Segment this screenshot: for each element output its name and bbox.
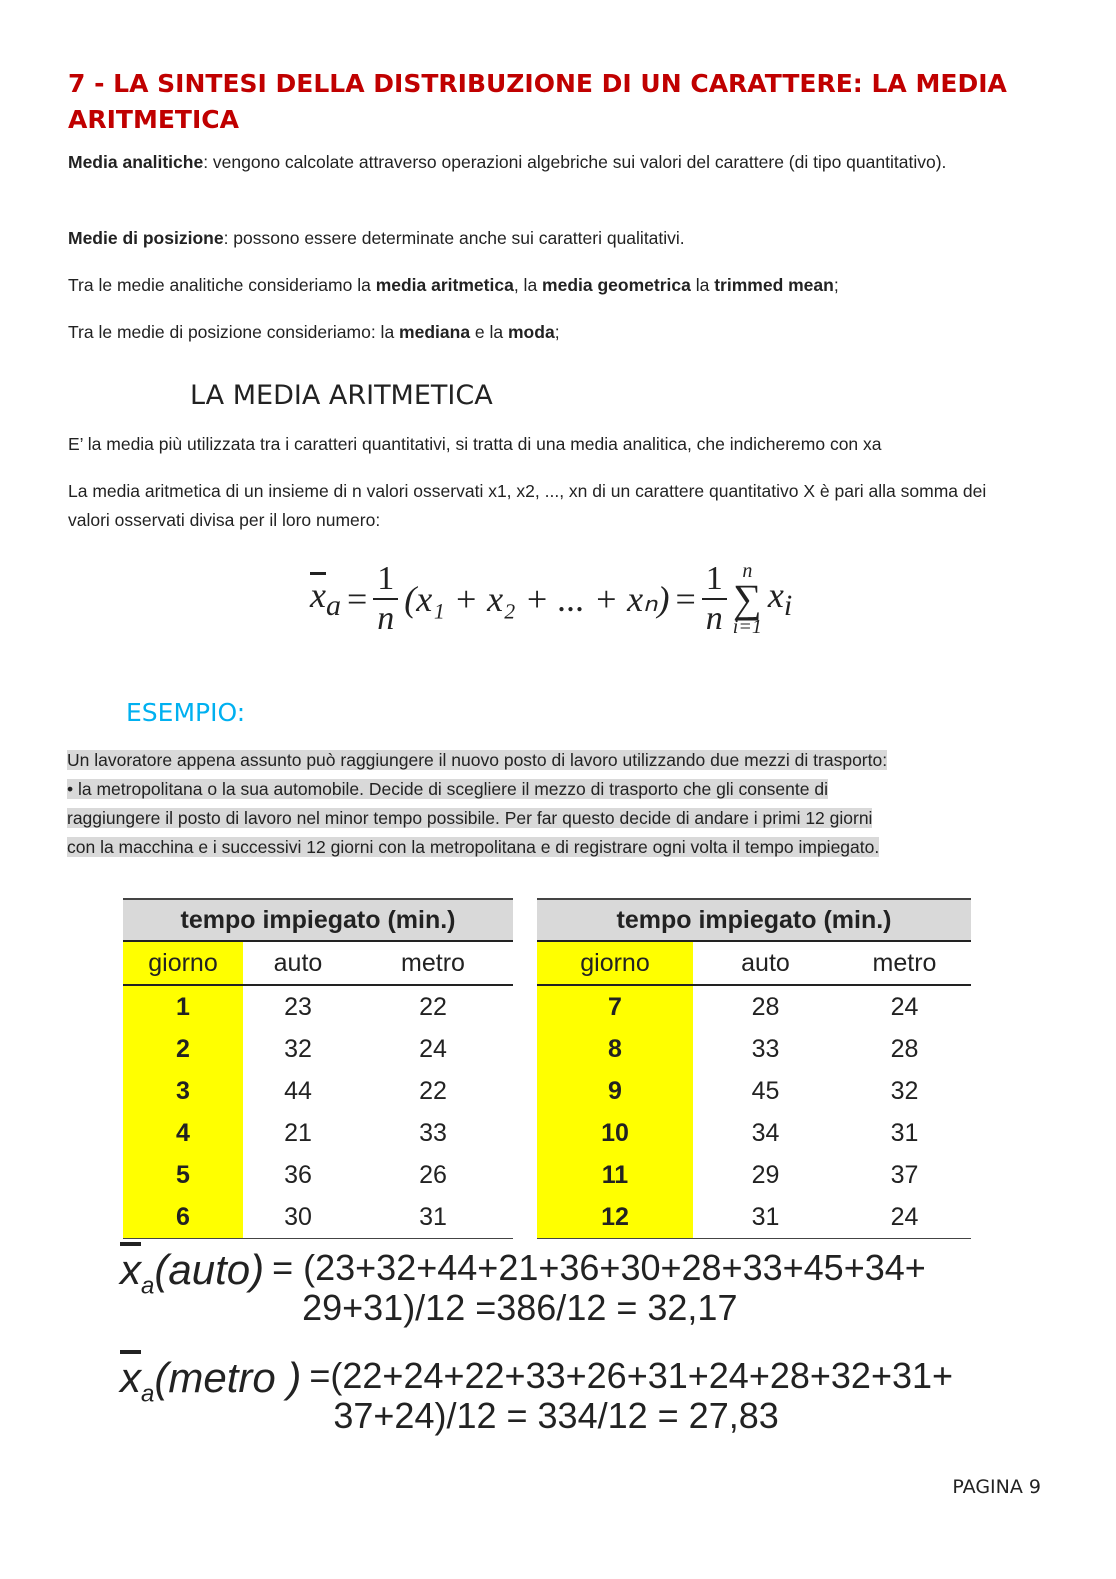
gap [513,1112,537,1154]
mean-formula [310,560,792,638]
table-row [123,1196,971,1239]
term: mediana [399,322,471,342]
sigma-icon: n ∑ i=1 [732,560,762,638]
cell-auto: 28 [751,992,780,1021]
cell-auto: 29 [751,1160,780,1189]
cell-giorno: 3 [123,1070,243,1112]
term: Media analitiche [68,152,204,172]
col-metro: metro [838,941,971,985]
example-line: Un lavoratore appena assunto può raggiungere il nuovo posto di lavoro utilizzando due mezzi di trasporto: [67,750,888,770]
paragraph-media-analitiche [68,148,1008,177]
text: ; [554,322,560,342]
cell-metro: 33 [419,1118,447,1147]
paragraph-formula-intro: La media aritmetica di un insieme di n valori osservati x1, x2, ..., xn di un carattere quantitativo X è pari alla somma dei valori osservati divisa per il loro numero: [68,481,987,530]
cell-giorno: 2 [123,1028,243,1070]
example-line: raggiungere il posto di lavoro nel minor tempo possibile. Per far questo decide di andare i primi 12 giorni [67,808,873,828]
equation-metro [120,1356,953,1436]
text: : vengono calcolate attraverso operazioni algebriche sui valori del carattere (di tipo quantitativo). [203,152,947,172]
cell-giorno: 9 [537,1070,693,1112]
eq-lhs: $\overline{x}_a(auto)$ [120,1246,265,1300]
cell-metro: 31 [890,1118,919,1147]
equation-auto [120,1248,926,1328]
example-line: • la metropolitana o la sua automobile. Decide di scegliere il mezzo di trasporto che gli consente di [67,779,828,799]
term: trimmed mean [714,275,834,295]
term: media aritmetica [375,275,514,295]
text: : possono essere determinate anche sui caratteri qualitativi. [223,228,685,248]
paragraph-posizione [68,318,1043,347]
col-metro: metro [353,941,513,985]
cell-metro: 24 [890,992,919,1021]
table-row [123,1070,971,1112]
cell-auto: 36 [284,1160,312,1189]
equals-sign: = [346,579,368,619]
cell-auto: 44 [284,1076,312,1105]
page-number: PAGINA 9 [952,1476,1041,1498]
fraction-1-over-n: $\frac{1}{n}$ [702,560,727,638]
gap [513,1070,537,1112]
cell-auto: 32 [284,1034,312,1063]
table-row [123,1154,971,1196]
cell-giorno: 12 [537,1196,693,1239]
gap [513,1196,537,1239]
cell-metro: 24 [838,1196,971,1239]
cell-auto: 33 [751,1034,780,1063]
cell-metro: 32 [890,1076,919,1105]
term: Medie di posizione [68,228,224,248]
text: Tra le medie analitiche consideriamo la [68,275,376,295]
text: Tra le medie di posizione consideriamo: la [68,322,400,342]
eq-lhs: $\overline{x}_a(metro$ ) [120,1354,302,1408]
table-row [123,985,971,1028]
formula-lhs: $\overline{x}_a$ [310,575,341,623]
equals-sign: = [675,579,696,619]
cell-metro: 28 [890,1034,919,1063]
cell-giorno: 5 [123,1154,243,1196]
cell-giorno: 1 [123,985,243,1028]
cell-auto: 45 [751,1076,780,1105]
cell-metro: 22 [419,1076,447,1105]
chapter-title: 7 - LA SINTESI DELLA DISTRIBUZIONE DI UN CARATTERE: LA MEDIA ARITMETICA [68,69,1007,134]
fraction-1-over-n: $\frac{1}{n}$ [373,560,398,638]
group-header-left: tempo impiegato (min.) [123,899,513,941]
cell-giorno: 11 [537,1154,693,1196]
gap [513,1028,537,1070]
cell-metro: 24 [419,1034,447,1063]
paragraph-definition: E’ la media più utilizzata tra i caratteri quantitativi, si tratta di una media analitica, che indicheremo con xa [68,434,882,454]
col-auto: auto [693,941,838,985]
text: ; [833,275,839,295]
eq-line-1: = (23+32+44+21+36+30+28+33+45+34+ [272,1247,926,1288]
eq-line-2: 29+31)/12 =386/12 = 32,17 [302,1287,738,1328]
table-row [123,1028,971,1070]
col-giorno: giorno [123,941,243,985]
col-auto: auto [243,941,353,985]
cell-auto: 30 [243,1196,353,1239]
cell-giorno: 10 [537,1112,693,1154]
table-column-header [123,941,971,985]
cell-giorno: 6 [123,1196,243,1239]
paragraph-medie-posizione [68,224,1043,253]
text: , la [513,275,543,295]
col-giorno: giorno [537,941,693,985]
example-heading: ESEMPIO: [126,698,246,727]
cell-metro: 37 [890,1160,919,1189]
example-text [67,746,1067,862]
gap [513,1154,537,1196]
table-group-header [123,899,971,941]
cell-giorno: 7 [537,985,693,1028]
cell-giorno: 4 [123,1112,243,1154]
xi: $x_i$ [767,575,793,623]
section-title: LA MEDIA ARITMETICA [190,380,493,411]
cell-metro: 31 [353,1196,513,1239]
eq-line-1: =(22+24+22+33+26+31+24+28+32+31+ [309,1355,954,1396]
eq-line-2: 37+24)/12 = 334/12 = 27,83 [333,1395,779,1436]
text: e la [470,322,508,342]
group-header-right: tempo impiegato (min.) [537,899,971,941]
cell-metro: 26 [419,1160,447,1189]
text: la [690,275,715,295]
cell-metro: 22 [419,992,447,1021]
cell-auto: 23 [284,992,312,1021]
table-row [123,1112,971,1154]
paragraph-analitiche [68,271,1043,300]
gap [513,985,537,1028]
cell-auto: 31 [693,1196,838,1239]
term: moda [508,322,555,342]
cell-giorno: 8 [537,1028,693,1070]
example-line: con la macchina e i successivi 12 giorni con la metropolitana e di registrare ogni volta il tempo impiegato. [67,837,880,857]
cell-auto: 34 [751,1118,780,1147]
cell-auto: 21 [284,1118,312,1147]
sum-expression: (x₁ + x₂ + ... + xₙ) [404,579,670,619]
data-table [123,898,971,1239]
term: media geometrica [542,275,691,295]
